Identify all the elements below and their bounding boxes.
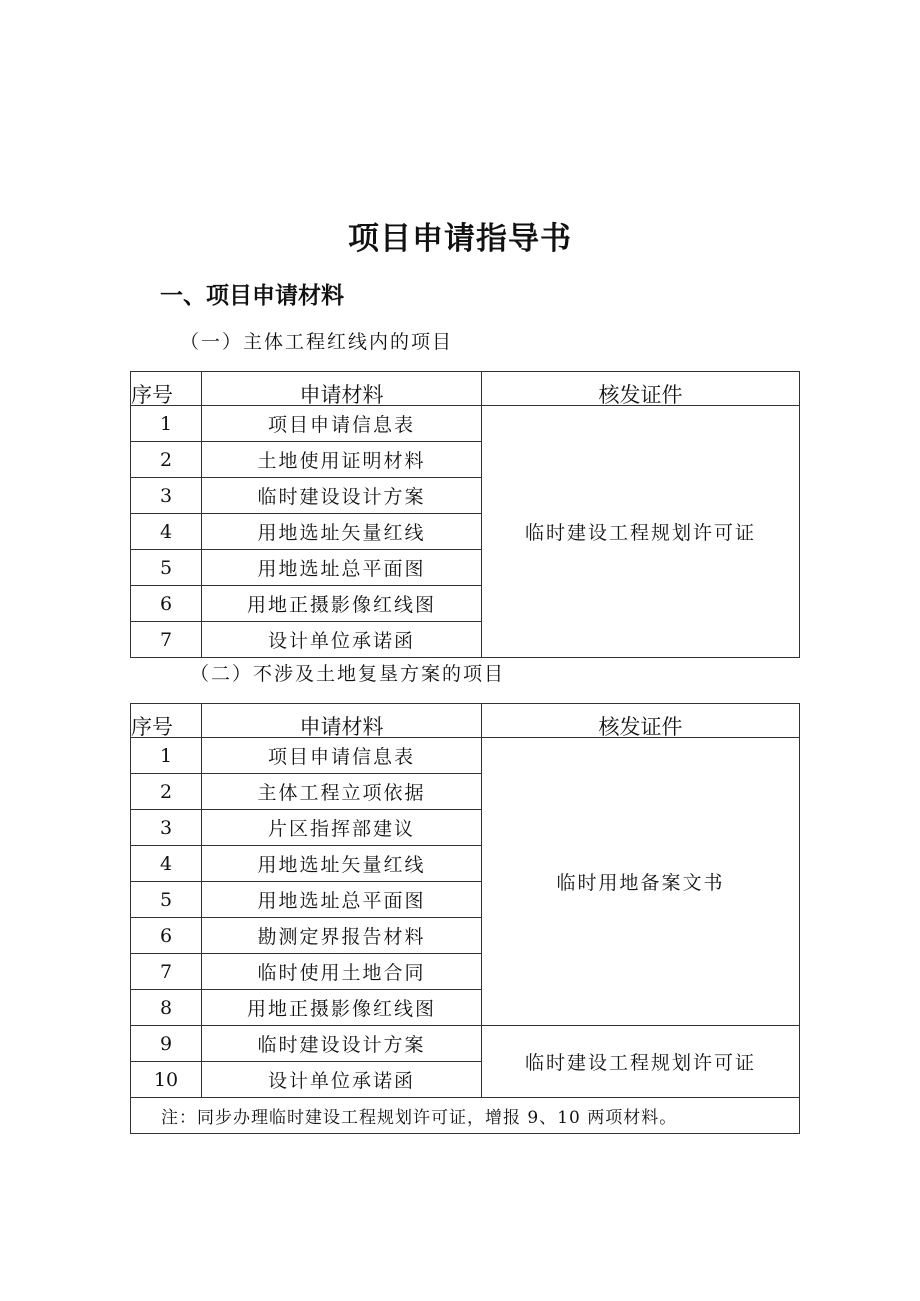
row-material: 设计单位承诺函: [202, 1062, 482, 1098]
row-number: 5: [131, 550, 202, 586]
row-number: 5: [131, 882, 202, 918]
row-material: 用地选址矢量红线: [202, 514, 482, 550]
row-number: 9: [131, 1026, 202, 1062]
header-seq: 序号: [131, 372, 202, 406]
row-material: 用地正摄影像红线图: [202, 990, 482, 1026]
row-number: 7: [131, 954, 202, 990]
header-cert: 核发证件: [482, 704, 800, 738]
row-number: 4: [131, 514, 202, 550]
materials-table-1: [130, 371, 800, 658]
row-material: 土地使用证明材料: [202, 442, 482, 478]
subsection-heading-1: （一）主体工程红线内的项目: [180, 331, 454, 353]
row-material: 临时建设设计方案: [202, 478, 482, 514]
table-header-row: [131, 372, 800, 406]
subsection-heading-2: （二）不涉及土地复垦方案的项目: [190, 663, 506, 685]
section-heading: 一、项目申请材料: [160, 283, 344, 309]
issued-certificate: 临时建设工程规划许可证: [482, 406, 800, 658]
row-material: 项目申请信息表: [202, 406, 482, 442]
row-number: 3: [131, 478, 202, 514]
row-number: 8: [131, 990, 202, 1026]
row-number: 1: [131, 406, 202, 442]
table-row: [131, 406, 800, 442]
row-number: 10: [131, 1062, 202, 1098]
row-number: 2: [131, 442, 202, 478]
page-title: 项目申请指导书: [348, 221, 572, 257]
row-number: 4: [131, 846, 202, 882]
row-material: 用地正摄影像红线图: [202, 586, 482, 622]
header-seq: 序号: [131, 704, 202, 738]
row-material: 用地选址总平面图: [202, 550, 482, 586]
issued-certificate: 临时用地备案文书: [482, 738, 800, 1026]
row-number: 1: [131, 738, 202, 774]
row-material: 用地选址总平面图: [202, 882, 482, 918]
table-header-row: [131, 704, 800, 738]
row-number: 7: [131, 622, 202, 658]
table-note: 注：同步办理临时建设工程规划许可证，增报 9、10 两项材料。: [131, 1098, 800, 1134]
row-material: 项目申请信息表: [202, 738, 482, 774]
row-number: 6: [131, 586, 202, 622]
header-cert: 核发证件: [482, 372, 800, 406]
row-material: 用地选址矢量红线: [202, 846, 482, 882]
table-row: [131, 1026, 800, 1062]
issued-certificate: 临时建设工程规划许可证: [482, 1026, 800, 1098]
row-material: 临时建设设计方案: [202, 1026, 482, 1062]
row-number: 2: [131, 774, 202, 810]
materials-table-2: [130, 703, 800, 1134]
note-row: [131, 1098, 800, 1134]
header-material: 申请材料: [202, 704, 482, 738]
row-number: 3: [131, 810, 202, 846]
row-number: 6: [131, 918, 202, 954]
row-material: 临时使用土地合同: [202, 954, 482, 990]
row-material: 主体工程立项依据: [202, 774, 482, 810]
row-material: 片区指挥部建议: [202, 810, 482, 846]
table-row: [131, 738, 800, 774]
row-material: 勘测定界报告材料: [202, 918, 482, 954]
row-material: 设计单位承诺函: [202, 622, 482, 658]
header-material: 申请材料: [202, 372, 482, 406]
